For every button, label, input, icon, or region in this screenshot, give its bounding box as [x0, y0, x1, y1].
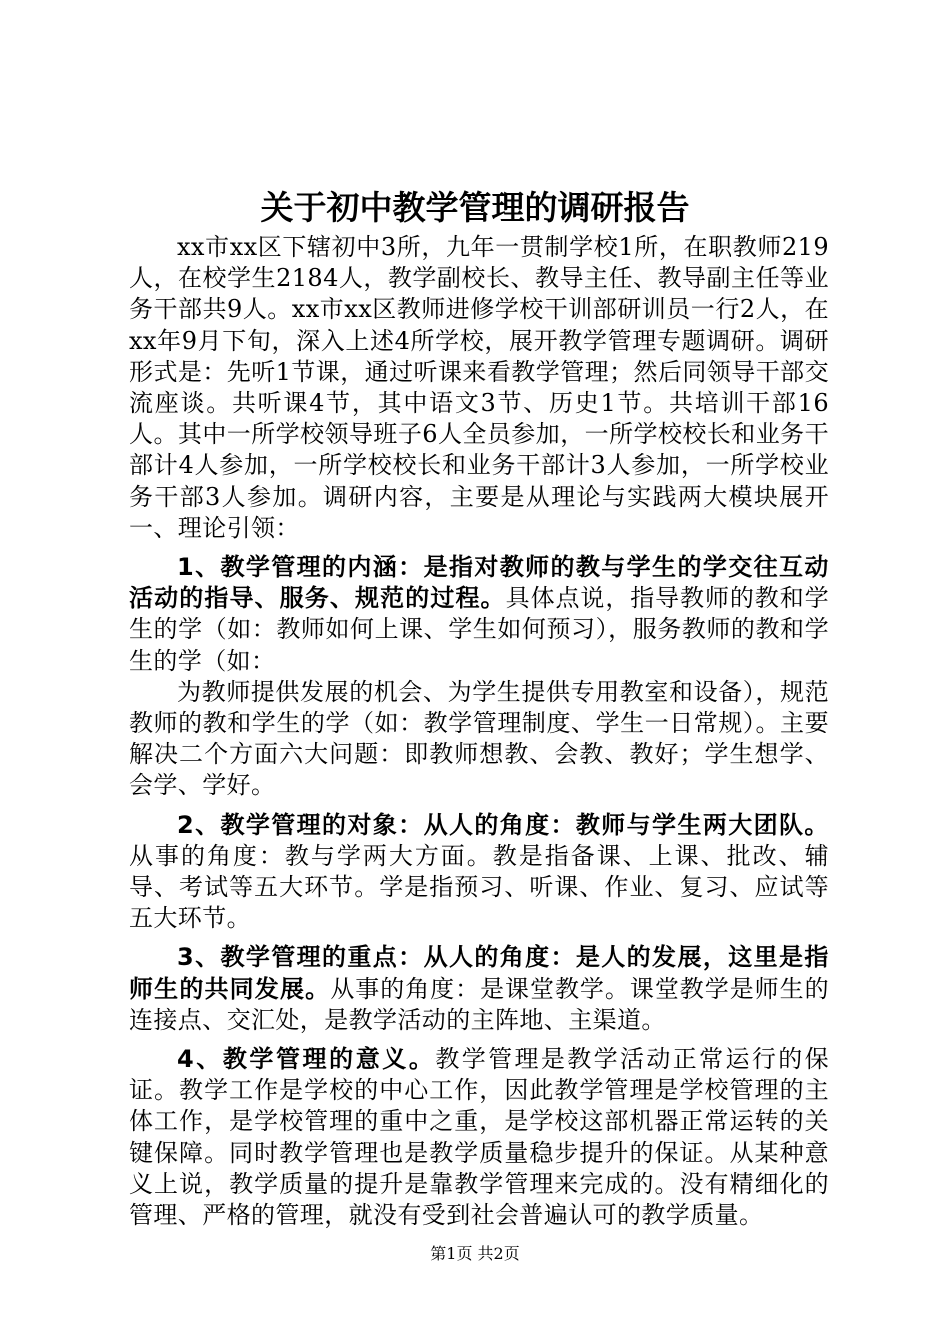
page-footer: 第1页 共2页 [430, 1244, 520, 1263]
section-2-text: 从事的角度：教与学两大方面。教是指备课、上课、批改、辅导、考试等五大环节。学是指预习、听课、作业、复习、应试等五大环节。 [129, 841, 829, 933]
section-3-heading: 3、教学管理的重点：从人的角度：是人的发展，这里是指师生的共同发展。 [129, 943, 829, 1003]
section-2-heading: 2、教学管理的对象：从人的角度：教师与学生两大团队。 [177, 810, 829, 839]
section-3-text: 从事的角度：是课堂教学。课堂教学是师生的连接点、交汇处，是教学活动的主阵地、主渠道。 [129, 974, 829, 1034]
intro-paragraph [129, 232, 829, 544]
section-1-continuation [129, 677, 829, 802]
section-4-text: 教学管理是教学活动正常运行的保证。教学工作是学校的中心工作，因此教学管理是学校管理的主体工作，是学校管理的重中之重，是学校这部机器正常运转的关键保障。同时教学管理也是教学质量稳步提升的保证。从某种意义上说，教学质量的提升是靠教学管理来完成的。没有精细化的管理、严格的管理，就没有受到社会普遍认可的教学质量。 [129, 1045, 829, 1230]
document-body [129, 232, 829, 1231]
document-title: 关于初中教学管理的调研报告 [260, 188, 690, 227]
paragraph-text: 为教师提供发展的机会、为学生提供专用教室和设备），规范教师的教和学生的学（如：教学管理制度、学生一日常规）。主要解决二个方面六大问题：即教师想教、会教、教好；学生想学、会学、学好。 [129, 677, 829, 800]
section-3-paragraph [129, 942, 829, 1036]
section-4-heading: 4、教学管理的意义。 [177, 1045, 436, 1074]
paragraph-text: xx市xx区下辖初中3所，九年一贯制学校1所，在职教师219人，在校学生2184人，教学副校长、教导主任、教导副主任等业务干部共9人。xx市xx区教师进修学校干训部研训员一行2人，在xx年9月下旬，深入上述4所学校，展开教学管理专题调研。调研形式是：先听1节课，通过听课来看教学管理；然后同领导干部交流座谈。共听课4节，其中语文3节、历史1节。共培训干部16人。其中一所学校领导班子6人全员参加，一所学校校长和业务干部计4人参加，一所学校校长和业务干部计3人参加，一所学校业务干部3人参加。调研内容，主要是从理论与实践两大模块展开一、理论引领： [129, 233, 829, 542]
section-1-paragraph [129, 552, 829, 677]
section-1-heading: 1、教学管理的内涵：是指对教师的教与学生的学交往互动活动的指导、服务、规范的过程。 [129, 553, 829, 613]
section-1-text: 具体点说，指导教师的教和学生的学（如：教师如何上课、学生如何预习），服务教师的教和学生的学（如： [129, 584, 830, 675]
section-2-paragraph [129, 810, 829, 935]
section-4-paragraph [129, 1044, 829, 1231]
